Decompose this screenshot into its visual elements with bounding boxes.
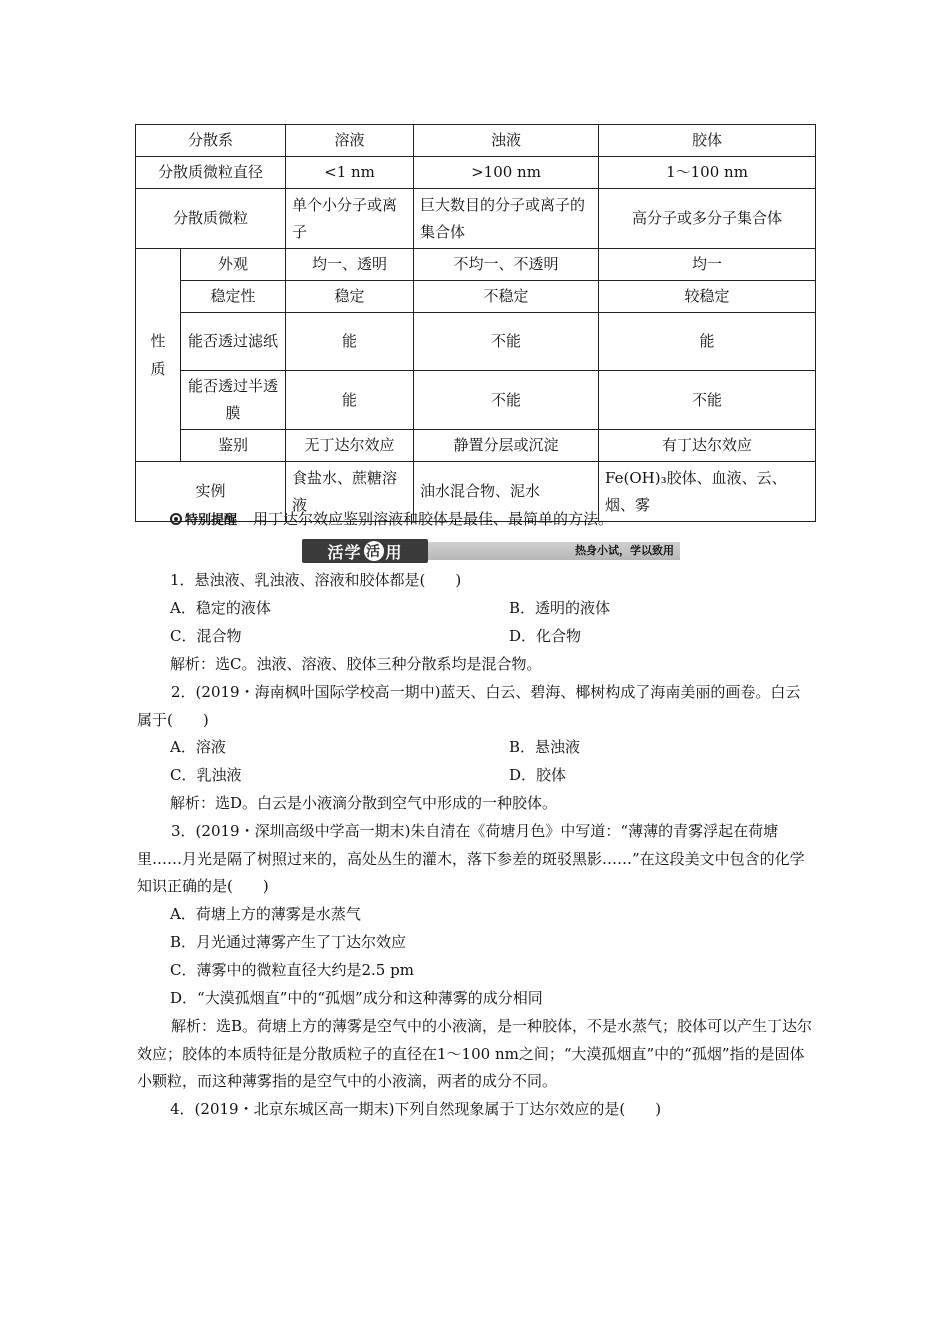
table-row bbox=[136, 430, 816, 462]
table-row bbox=[136, 313, 816, 371]
table-header-cell: 浊液 bbox=[414, 125, 599, 157]
row-label: 分散质微粒直径 bbox=[136, 157, 286, 189]
special-tip bbox=[170, 508, 613, 529]
table-cell: 无丁达尔效应 bbox=[286, 430, 414, 462]
table-cell: 不稳定 bbox=[414, 281, 599, 313]
option: A．稳定的液体 bbox=[170, 599, 271, 617]
table-cell: 稳定 bbox=[286, 281, 414, 313]
analysis: 解析：选C。浊液、溶液、胶体三种分散系均是混合物。 bbox=[170, 655, 542, 673]
option: A．荷塘上方的薄雾是水蒸气 bbox=[170, 905, 361, 923]
table-row bbox=[136, 371, 816, 430]
option: B．月光通过薄雾产生了丁达尔效应 bbox=[170, 933, 407, 951]
table-cell: 能 bbox=[599, 313, 816, 371]
table-cell: 能 bbox=[286, 313, 414, 371]
row-label: 鉴别 bbox=[181, 430, 286, 462]
tip-label: 特别提醒 bbox=[185, 513, 238, 528]
banner-slogan: 热身小试，学以致用 bbox=[575, 544, 674, 557]
table-cell: 高分子或多分子集合体 bbox=[599, 189, 816, 249]
banner-title-part: 活学 bbox=[327, 542, 362, 562]
option: A．溶液 bbox=[170, 738, 226, 756]
table-cell: 不能 bbox=[414, 313, 599, 371]
table-header-cell: 胶体 bbox=[599, 125, 816, 157]
question-stem: 3．(2019・深圳高级中学高一期末)朱自清在《荷塘月色》中写道：“薄薄的青雾浮起在荷塘里……月光是隔了树照过来的，高处丛生的灌木，落下参差的斑驳黑影……”在这段美文中包含的化学知识正确的是( ) bbox=[137, 822, 805, 895]
option: D．胶体 bbox=[509, 766, 567, 784]
section-banner bbox=[302, 539, 680, 563]
row-label: 能否透过半透膜 bbox=[181, 371, 286, 430]
row-label: 能否透过滤纸 bbox=[181, 313, 286, 371]
table-header-row bbox=[136, 125, 816, 157]
table-header-cell: 分散系 bbox=[136, 125, 286, 157]
table-row bbox=[136, 249, 816, 281]
table-cell: 1～100 nm bbox=[599, 157, 816, 189]
table-cell: Fe(OH)₃胶体、血液、云、烟、雾 bbox=[599, 462, 816, 522]
table-cell: 不能 bbox=[414, 371, 599, 430]
row-label: 外观 bbox=[181, 249, 286, 281]
table-cell: <1 nm bbox=[286, 157, 414, 189]
table-cell: 食盐水、蔗糖溶液 bbox=[286, 462, 414, 522]
option: C．薄雾中的微粒直径大约是2.5 pm bbox=[170, 961, 414, 979]
table-cell: 有丁达尔效应 bbox=[599, 430, 816, 462]
table-cell: 均一 bbox=[599, 249, 816, 281]
table-cell: 能 bbox=[286, 371, 414, 430]
table-row bbox=[136, 189, 816, 249]
row-label: 稳定性 bbox=[181, 281, 286, 313]
table-row bbox=[136, 157, 816, 189]
question-stem: 2．(2019・海南枫叶国际学校高一期中)蓝天、白云、碧海、椰树构成了海南美丽的画卷。白云属于( ) bbox=[137, 683, 801, 729]
table-cell: 单个小分子或离子 bbox=[286, 189, 414, 249]
banner-title bbox=[302, 539, 428, 563]
option: D．“大漠孤烟直”中的“孤烟”成分和这种薄雾的成分相同 bbox=[170, 989, 543, 1007]
table-cell: 静置分层或沉淀 bbox=[414, 430, 599, 462]
dispersion-comparison-table bbox=[135, 124, 816, 522]
table-cell: 巨大数目的分子或离子的集合体 bbox=[414, 189, 599, 249]
banner-title-part: 用 bbox=[385, 542, 403, 562]
table-cell: 不能 bbox=[599, 371, 816, 430]
banner-title-circled: 活 bbox=[364, 541, 384, 561]
target-icon bbox=[170, 513, 182, 525]
table-cell: 较稳定 bbox=[599, 281, 816, 313]
analysis: 解析：选D。白云是小液滴分散到空气中形成的一种胶体。 bbox=[170, 794, 558, 812]
table-cell: 不均一、不透明 bbox=[414, 249, 599, 281]
table-cell: 油水混合物、泥水 bbox=[414, 462, 599, 522]
row-label: 实例 bbox=[136, 462, 286, 522]
question-stem: 1．悬浊液、乳浊液、溶液和胶体都是( ) bbox=[170, 571, 462, 589]
table-header-cell: 溶液 bbox=[286, 125, 414, 157]
table-cell: 均一、透明 bbox=[286, 249, 414, 281]
table-row bbox=[136, 281, 816, 313]
tip-badge bbox=[170, 509, 237, 528]
row-label: 分散质微粒 bbox=[136, 189, 286, 249]
option: B．悬浊液 bbox=[509, 738, 581, 756]
property-group-label: 性质 bbox=[150, 332, 166, 378]
property-group-cell bbox=[136, 249, 181, 462]
option: C．混合物 bbox=[170, 627, 242, 645]
table-cell: >100 nm bbox=[414, 157, 599, 189]
analysis: 解析：选B。荷塘上方的薄雾是空气中的小液滴，是一种胶体，不是水蒸气；胶体可以产生丁达尔效应；胶体的本质特征是分散质粒子的直径在1～100 nm之间；“大漠孤烟直”中的“孤烟”指的是固体小颗粒，而这种薄雾指的是空气中的小液滴，两者的成分不同。 bbox=[137, 1017, 813, 1090]
tip-text: 用丁达尔效应鉴别溶液和胶体是最佳、最简单的方法。 bbox=[253, 510, 614, 528]
option: B．透明的液体 bbox=[509, 599, 611, 617]
question-stem: 4．(2019・北京东城区高一期末)下列自然现象属于丁达尔效应的是( ) bbox=[170, 1100, 662, 1118]
option: D．化合物 bbox=[509, 627, 582, 645]
option: C．乳浊液 bbox=[170, 766, 242, 784]
